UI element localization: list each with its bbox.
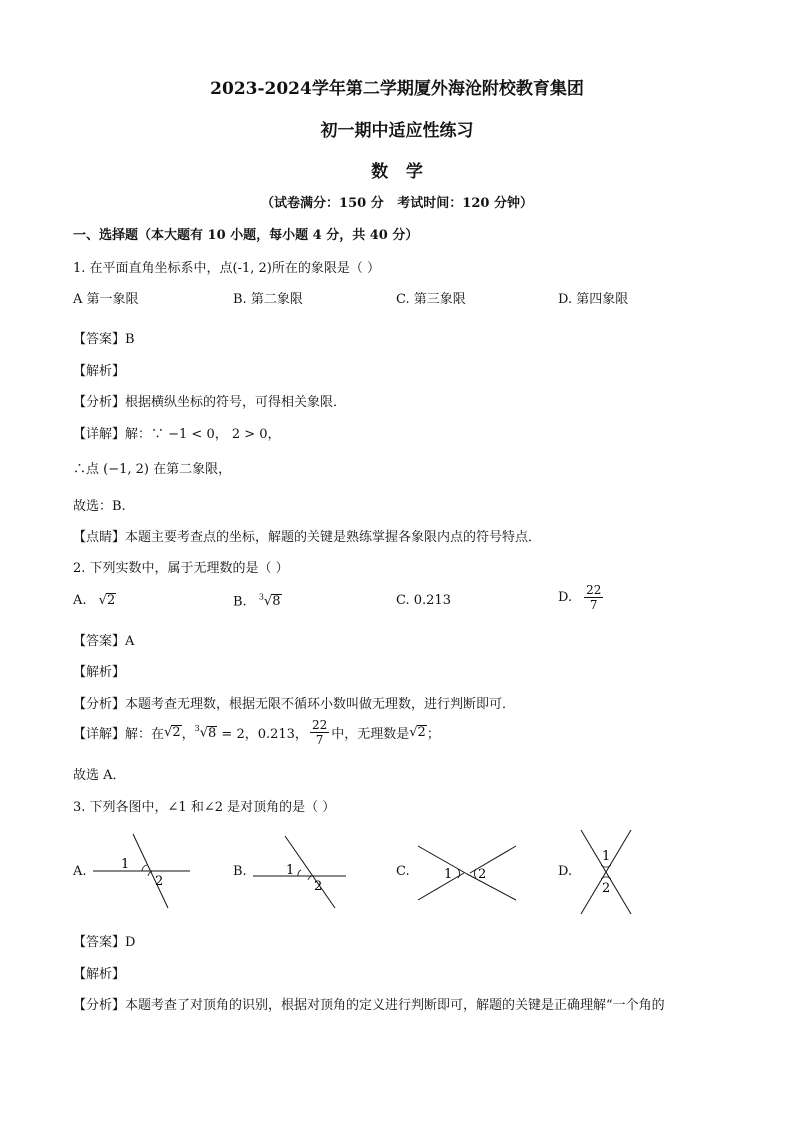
q1-comment: 【点睛】本题主要考查点的坐标，解题的关键是熟练掌握各象限内点的符号特点． — [73, 530, 542, 545]
q3-figure-b-label-1: 1 — [286, 863, 295, 878]
q1-analysis: 【分析】根据横纵坐标的符号，可得相关象限． — [73, 395, 347, 410]
q2-detail-comma: ， — [181, 727, 195, 742]
q2-detail-end: ； — [426, 727, 440, 742]
q1-detail-2: ∴点 (−1, 2) 在第二象限， — [73, 462, 232, 477]
subject-title: 数 学 — [371, 162, 423, 182]
q1-option-d: D. 第四象限 — [558, 292, 629, 307]
q2-option-b-radicand: 8 — [272, 594, 281, 610]
q2-detail-prefix: 【详解】解：在 — [73, 727, 165, 742]
question-3-stem: 3. 下列各图中，∠1 和∠2 是对顶角的是（ ） — [73, 800, 336, 815]
q3-figure-c-label-2: 2 — [478, 867, 487, 882]
q2-option-d-denominator: 7 — [589, 598, 598, 612]
q1-detail: 【详解】解：∵ −1 < 0， 2 > 0， — [73, 427, 281, 442]
question-2-stem: 2. 下列实数中，属于无理数的是（ ） — [73, 561, 289, 576]
q3-figure-d — [575, 826, 637, 918]
q2-option-d-label: D. — [558, 590, 573, 605]
q3-figure-b-label-2: 2 — [314, 879, 323, 894]
q3-option-b-label: B. — [233, 864, 247, 879]
q3-figure-a — [90, 828, 195, 913]
question-1-stem: 1. 在平面直角坐标系中，点(-1, 2)所在的象限是（ ） — [73, 261, 381, 276]
q3-figure-d-label-1: 1 — [602, 849, 611, 864]
q3-figure-d-label-2: 2 — [602, 881, 611, 896]
q2-option-a-radicand: 2 — [106, 593, 116, 608]
document-title: 2023-2024学年第二学期厦外海沧附校教育集团 — [210, 79, 584, 99]
q3-jiexi: 【解析】 — [73, 967, 126, 982]
q3-figure-b — [250, 828, 350, 913]
q2-option-d — [558, 583, 605, 612]
q2-option-d-numerator: 22 — [586, 583, 602, 597]
q3-option-a-label: A. — [73, 864, 87, 879]
q2-detail-denominator: 7 — [315, 733, 324, 747]
q2-option-a: A. √2 — [73, 593, 116, 608]
q2-analysis: 【分析】本题考查无理数，根据无限不循环小数叫做无理数，进行判断即可． — [73, 697, 516, 712]
q2-detail: 【详解】解：在 √2 ， $^3$√8 = 2，0.213， $\frac{22}{7}$ 中，无理数是 √2 ； — [73, 718, 440, 747]
q2-option-b-label: B. — [233, 594, 247, 610]
q2-detail-radicand-3: 2 — [417, 725, 426, 740]
section-heading: 一、选择题（本大题有 10 小题，每小题 4 分，共 40 分） — [73, 228, 419, 243]
q2-detail-numerator: 22 — [311, 718, 328, 732]
q3-figure-a-label-1: 1 — [121, 857, 130, 872]
q2-answer: 【答案】A — [73, 634, 135, 649]
q3-answer: 【答案】D — [73, 935, 136, 950]
q2-option-a-label: A. — [73, 593, 87, 608]
exam-info: （试卷满分：150 分 考试时间：120 分钟） — [261, 196, 533, 211]
q3-option-c-label: C. — [396, 864, 410, 879]
q2-option-b: B. $^3$√8 — [233, 593, 281, 610]
q3-figure-c-label-1: 1 — [444, 867, 453, 882]
q1-option-a: A 第一象限 — [73, 292, 139, 307]
q2-option-b-index: 3 — [258, 593, 264, 602]
q2-choose: 故选 A． — [73, 768, 126, 783]
document-subtitle: 初一期中适应性练习 — [320, 121, 474, 141]
q2-option-c: C. 0.213 — [396, 593, 451, 608]
q1-option-b: B. 第二象限 — [233, 292, 303, 307]
q3-option-d-label: D. — [558, 864, 573, 879]
q3-figure-a-label-2: 2 — [155, 874, 164, 889]
q3-figure-c — [412, 840, 522, 905]
q3-analysis: 【分析】本题考查了对顶角的识别，根据对顶角的定义进行判断即可，解题的关键是正确理解“一个角的 — [73, 998, 665, 1013]
q2-detail-radicand-2: 8 — [208, 725, 217, 741]
q2-detail-index: 3 — [194, 724, 200, 734]
q2-detail-equals: = 2，0.213， — [217, 727, 308, 742]
q2-detail-radicand-1: 2 — [172, 725, 181, 740]
q1-jiexi: 【解析】 — [73, 364, 126, 379]
q2-detail-middle: 中，无理数是 — [331, 727, 410, 742]
q1-option-c: C. 第三象限 — [396, 292, 466, 307]
q2-jiexi: 【解析】 — [73, 665, 126, 680]
q1-answer: 【答案】B — [73, 332, 135, 347]
q1-choose: 故选：B. — [73, 499, 126, 514]
